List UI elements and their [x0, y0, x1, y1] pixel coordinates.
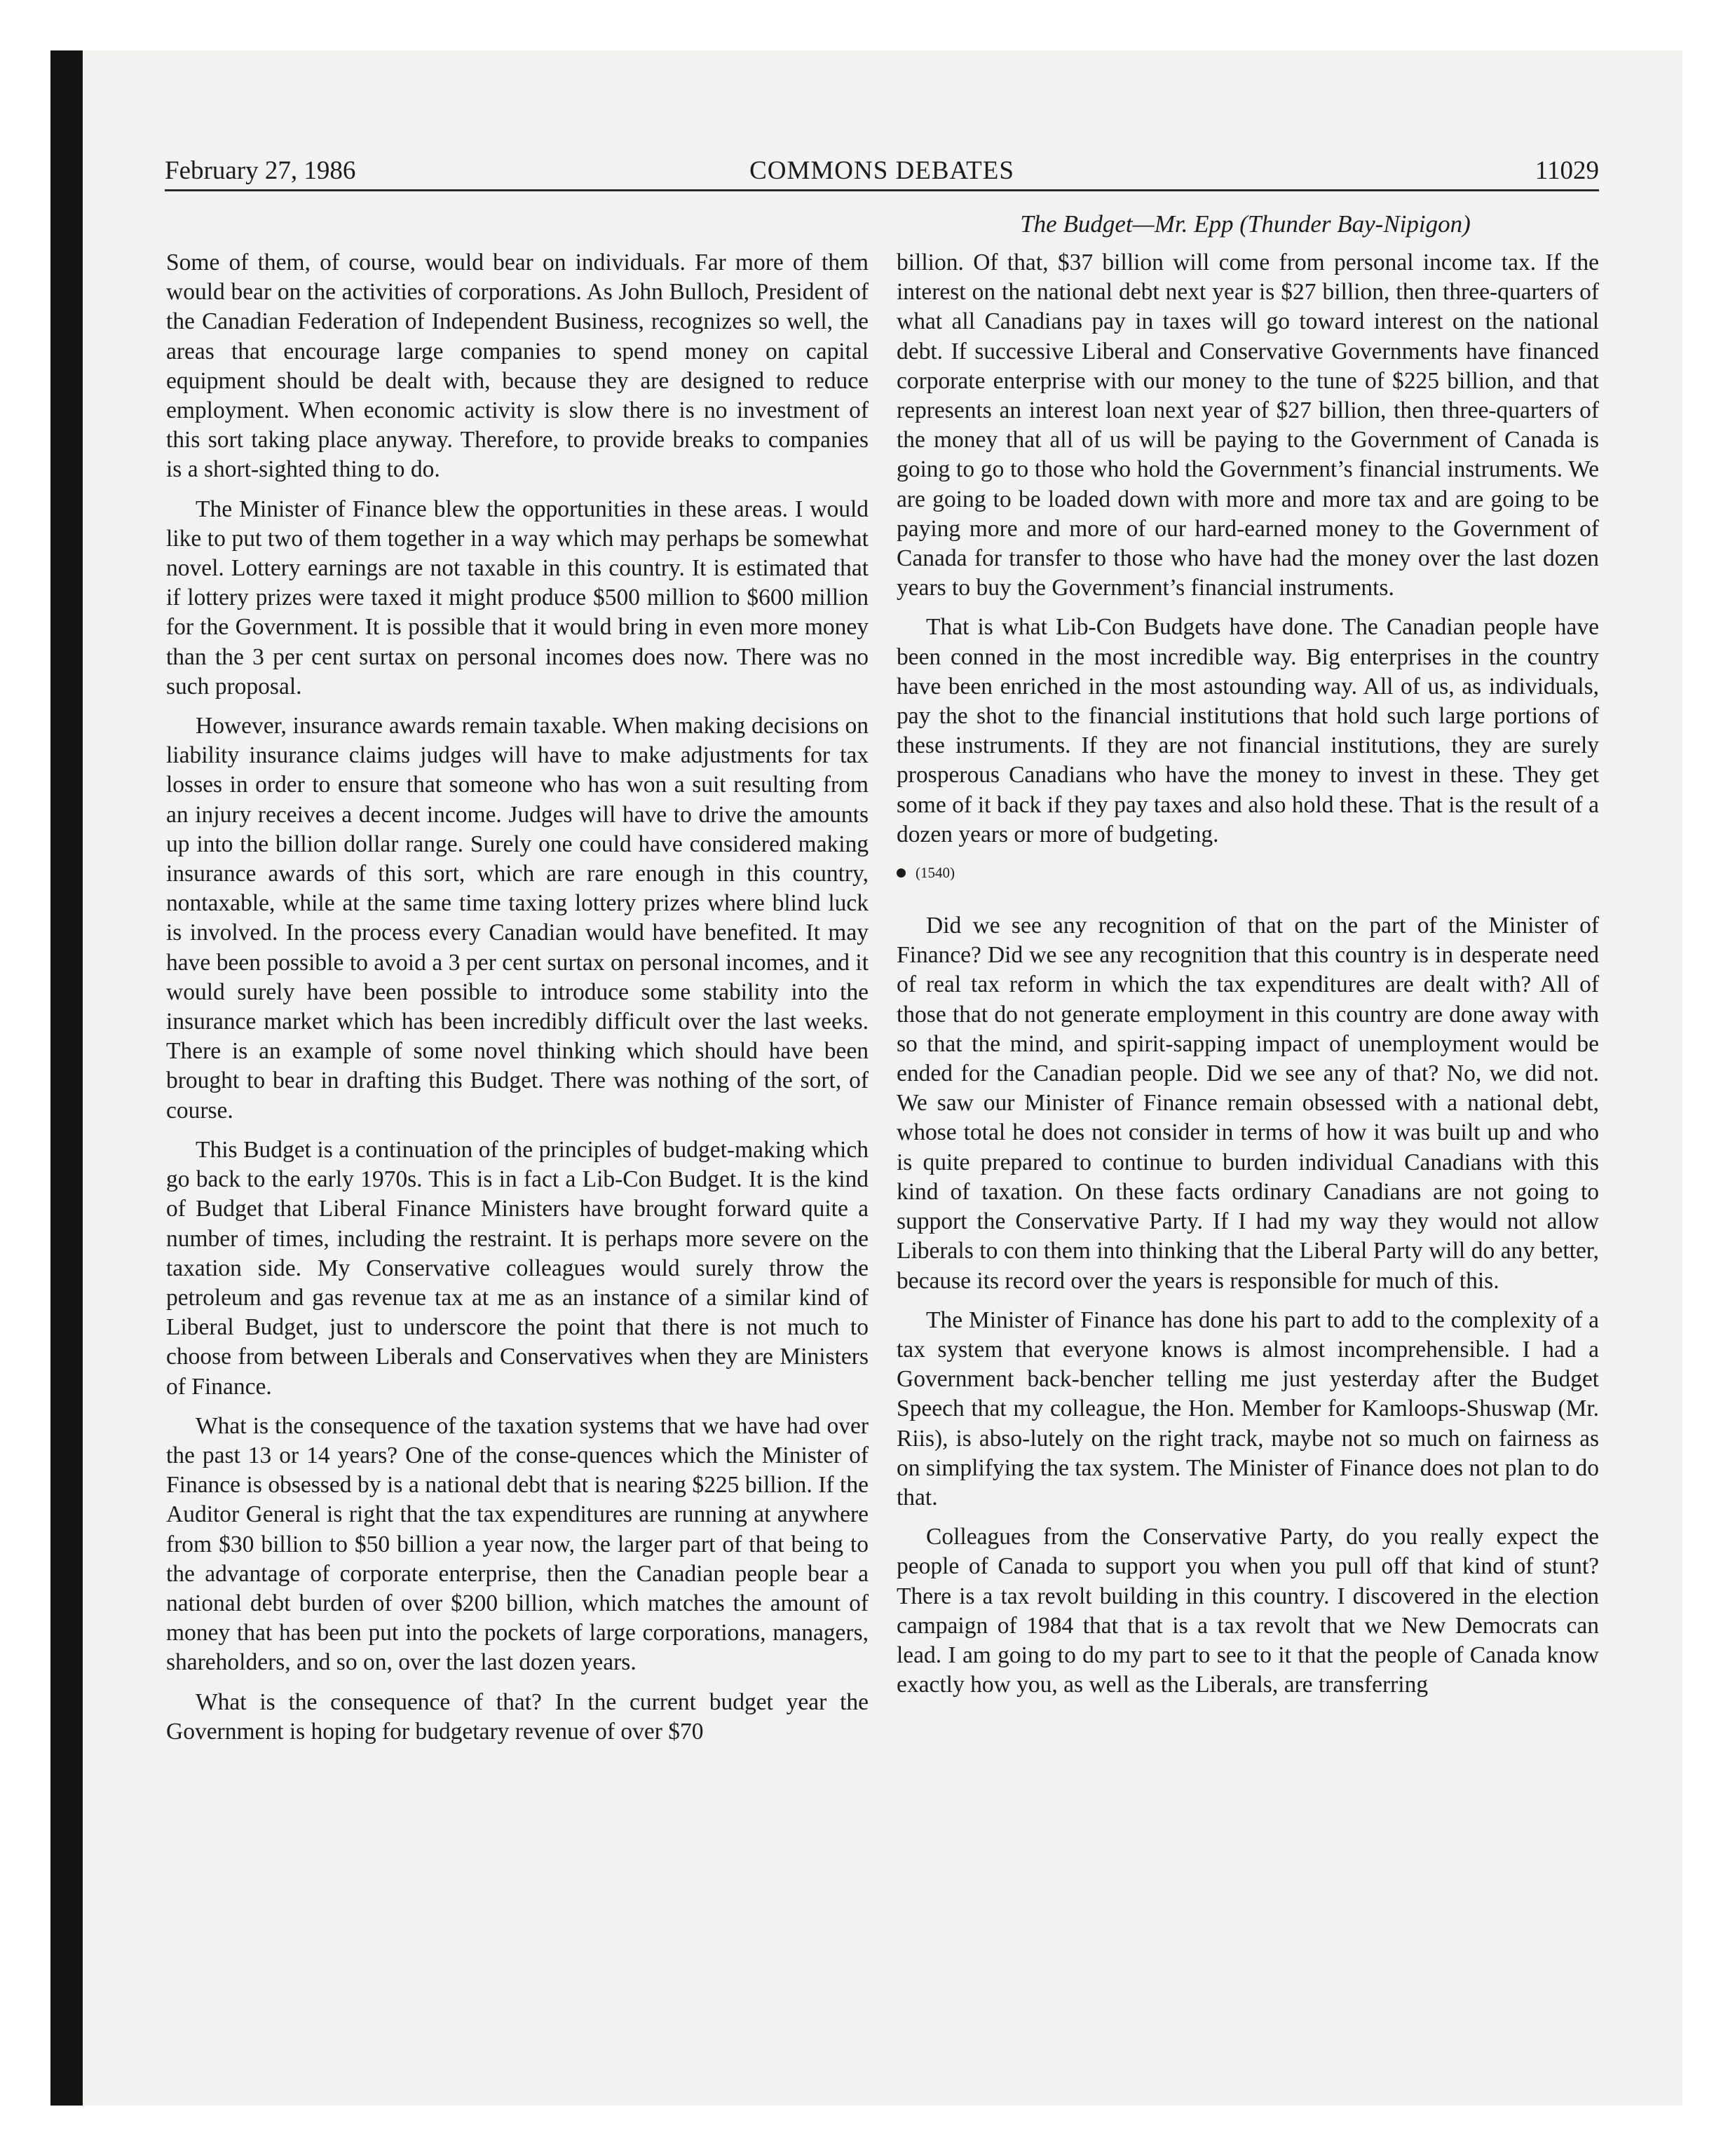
paragraph: However, insurance awards remain taxable. When making decisions on liability insurance claims judges will have to make adjustments for tax losses in order to ensure that someone who has won a suit resulting from an injury receives a decent income. Judges will have to drive the amounts up into the billion dollar range. Surely one could have considered making insurance awards of this sort, which are rare enough in this country, nontaxable, while at the same time taxing lottery prizes where blind luck is involved. In the process every Canadian would have benefited. It may have been possible to avoid a 3 per cent surtax on personal incomes, and it would surely have been possible to introduce some stability into the insurance market which has been incredibly difficult over the last weeks. There is an example of some novel thinking which should have been brought to bear in drafting this Budget. There was nothing of the sort, of course. — [166, 713, 869, 1124]
paragraph: This Budget is a continuation of the principles of budget-making which go back to the early 1970s. This is in fact a Lib-Con Budget. It is the kind of Budget that Liberal Finance Ministers have brought forward quite a number of times, including the restraint. It is perhaps more severe on the taxation side. My Conservative colleagues would surely throw the petroleum and gas revenue tax at me as an instance of a similar kind of Liberal Budget, just to underscore the point that there is not much to choose from between Liberals and Conservatives when they are Ministers of Finance. — [166, 1136, 869, 1400]
right-column — [897, 248, 1599, 1710]
paragraph: Did we see any recognition of that on the part of the Minister of Finance? Did we see any recognition that this country is in desperate need of real tax reform in which the tax expenditures are dealt with? All of those that do not generate employment in this country are done away with so that the mind, and spirit-sapping impact of unemployment would be ended for the Canadian people. Did we see any of that? No, we did not. We saw our Minister of Finance remain obsessed with a national debt, whose total he does not consider in terms of how it was built up and who is quite prepared to continue to burden individual Canadians with this kind of taxation. On these facts ordinary Canadians are not going to support the Conservative Party. If I had my way they would not allow Liberals to con them into thinking that the Liberal Party will do any better, because its record over the years is responsible for much of this. — [897, 913, 1599, 1294]
header-rule — [165, 189, 1599, 191]
binding-edge — [50, 50, 83, 2106]
running-head: The Budget—Mr. Epp (Thunder Bay-Nipigon) — [1020, 210, 1471, 238]
bullet-icon — [897, 868, 906, 878]
timestamp-text: (1540) — [916, 864, 955, 882]
paragraph: billion. Of that, $37 billion will come from personal income tax. If the interest on the national debt next year is $27 billion, then three-quarters of what all Canadians pay in taxes will go toward interest on the national debt. If successive Liberal and Conservative Governments have financed corporate enterprise with our money to the tune of $225 billion, and that represents an interest loan next year of $27 billion, then three-quarters of the money that all of us will be paying to the Government of Canada is going to go to those who hold the Government’s financial instruments. We are going to be loaded down with more and more tax and are going to be paying more and more of our hard-earned money to the Government of Canada for transfer to those who have had the money over the last dozen years to buy the Government’s financial instruments. — [897, 250, 1599, 601]
paragraph: Some of them, of course, would bear on individuals. Far more of them would bear on the activities of corporations. As John Bulloch, President of the Canadian Federation of Independent Business, recognizes so well, the areas that encourage large companies to spend money on capital equipment should be dealt with, because they are designed to reduce employment. When economic activity is slow there is no investment of this sort taking place anyway. Therefore, to provide breaks to companies is a short-sighted thing to do. — [166, 250, 869, 483]
header-title: COMMONS DEBATES — [749, 156, 1014, 185]
paragraph: What is the consequence of that? In the current budget year the Government is hoping for budgetary revenue of over $70 — [166, 1688, 869, 1745]
left-column — [166, 248, 869, 1756]
paragraph: That is what Lib-Con Budgets have done. The Canadian people have been conned in the most incredible way. Big enterprises in the country have been enriched in the most astounding way. All of us, as individuals, pay the shot to the financial institutions that hold such large portions of these instruments. If they are not financial institutions, they are surely prosperous Canadians who have the money to invest in these. They get some of it back if they pay taxes and also hold these. That is the result of a dozen years or more of budgeting. — [897, 614, 1599, 847]
paragraph: The Minister of Finance has done his part to add to the complexity of a tax system that everyone knows is almost incomprehensible. I had a Government back-bencher telling me just yesterday after the Budget Speech that my colleague, the Hon. Member for Kamloops-Shuswap (Mr. Riis), is abso-lutely on the right track, maybe not so much on fairness as on simplifying the tax system. The Minister of Finance does not plan to do that. — [897, 1306, 1599, 1510]
timestamp-marker — [897, 862, 1599, 883]
paragraph: The Minister of Finance blew the opportunities in these areas. I would like to put two of them together in a way which may perhaps be somewhat novel. Lottery earnings are not taxable in this country. It is estimated that if lottery prizes were taxed it might produce $500 million to $600 million for the Government. It is possible that it would bring in even more money than the 3 per cent surtax on personal incomes does now. There was no such proposal. — [166, 496, 869, 700]
header-date: February 27, 1986 — [165, 156, 356, 185]
page-header — [165, 156, 1599, 191]
paragraph: Colleagues from the Conservative Party, do you really expect the people of Canada to support you when you pull off that kind of stunt? There is a tax revolt building in this country. I discovered in the election campaign of 1984 that that is a tax revolt that we New Democrats can lead. I am going to do my part to see to it that the people of Canada know exactly how you, as well as the Liberals, are transferring — [897, 1524, 1599, 1698]
paragraph: What is the consequence of the taxation systems that we have had over the past 13 or 14 years? One of the conse-quences which the Minister of Finance is obsessed by is a national debt that is nearing $225 billion. If the Auditor General is right that the tax expenditures are running at anywhere from $30 billion to $50 billion a year now, the larger part of that being to the advantage of corporate enterprise, then the Canadian people bear a national debt burden of over $200 billion, which matches the amount of money that has been put into the pockets of large corporations, managers, shareholders, and so on, over the last dozen years. — [166, 1412, 869, 1676]
page-number: 11029 — [1535, 156, 1599, 185]
